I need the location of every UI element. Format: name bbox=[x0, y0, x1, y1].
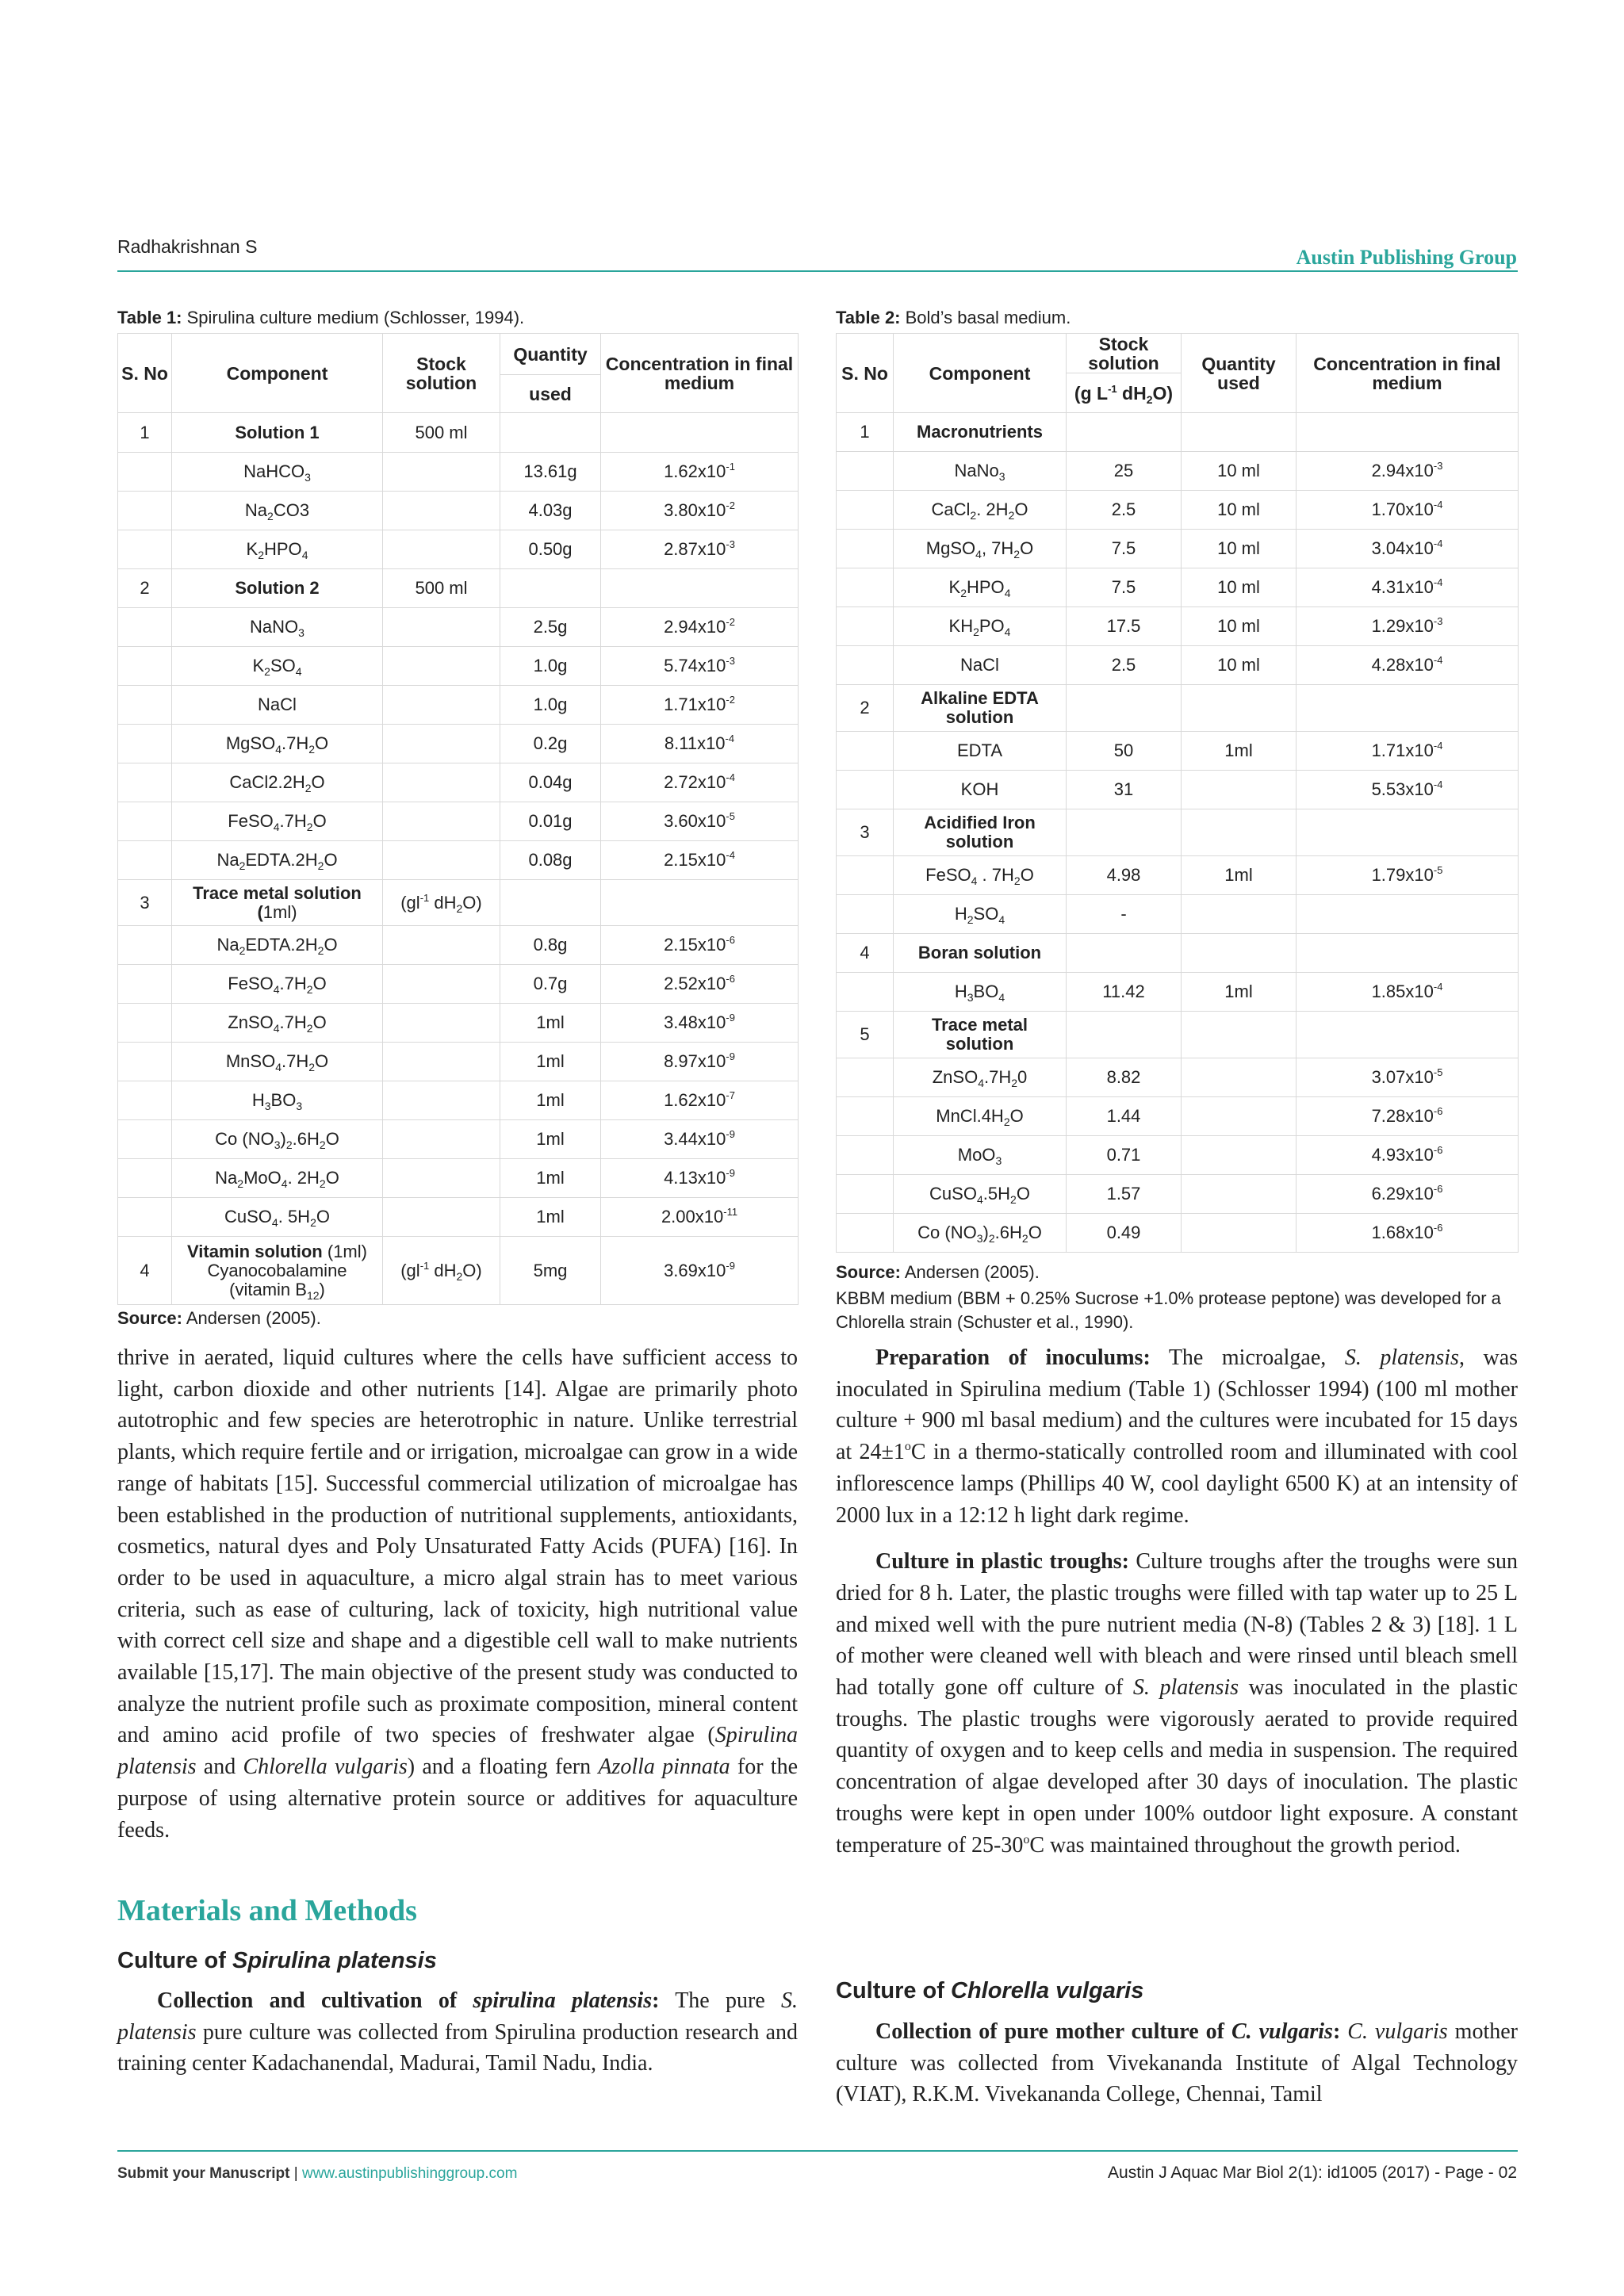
subsection-title-chlorella: Culture of Chlorella vulgaris bbox=[836, 1978, 1144, 2003]
table1 bbox=[117, 333, 799, 1305]
table2-source-label: Source: bbox=[836, 1262, 901, 1282]
table2-col-quantity: Quantity used bbox=[1182, 334, 1297, 413]
table-row: NaHCO$_3$ 13.61g $1.62x10^{-1}$ bbox=[118, 453, 799, 492]
table2-caption-label: Table 2: bbox=[836, 308, 901, 327]
left-column bbox=[117, 1342, 798, 1846]
table-row: Co $(NO_3)_2.6H_2O$ 0.49 $1.68x10^{-6}$ bbox=[837, 1214, 1519, 1253]
publisher-name: Austin Publishing Group bbox=[1296, 246, 1517, 269]
table2-col-component: Component bbox=[894, 334, 1067, 413]
table-row: $H_3BO_3$ 1ml $1.62x10^{-7}$ bbox=[118, 1081, 799, 1120]
table2-col-units: (g $L^{-1}$ $dH_2O$) bbox=[1067, 373, 1182, 413]
table1-col-conc: Concentration in final medium bbox=[601, 334, 799, 413]
table-row: $FeSO_4.7H_2O$ 0.01g $3.60x10^{-5}$ bbox=[118, 802, 799, 841]
table-row: EDTA 50 1ml $1.71x10^{-4}$ bbox=[837, 732, 1519, 771]
table-row: $Na_2MoO_4$. $2H_2O$ 1ml $4.13x10^{-9}$ bbox=[118, 1159, 799, 1198]
footer-rule bbox=[117, 2150, 1518, 2152]
table1-header-row bbox=[118, 334, 799, 375]
footer-submit: Submit your Manuscript | www.austinpublishinggroup.com bbox=[117, 2165, 518, 2182]
table-row: 3 Trace metal solution (1ml) ($gl^{-1}$ $dH_2O$) bbox=[118, 880, 799, 926]
table1-caption-text: Spirulina culture medium (Schlosser, 1994). bbox=[182, 308, 525, 327]
table2 bbox=[836, 333, 1519, 1253]
table-row: $MgSO_4.7H_2O$ 0.2g $8.11x10^{-4}$ bbox=[118, 725, 799, 763]
table1-col-quantity: Quantity bbox=[500, 334, 601, 375]
table1-col-component: Component bbox=[172, 334, 383, 413]
table2-caption bbox=[836, 308, 1071, 328]
table-row: $K_2SO_4$ 1.0g $5.74x10^{-3}$ bbox=[118, 647, 799, 686]
table2-header-row bbox=[837, 334, 1519, 373]
table1-source-label: Source: bbox=[117, 1308, 182, 1328]
table-row: $ZnSO_4.7H_20$ 8.82 $3.07x10^{-5}$ bbox=[837, 1058, 1519, 1097]
table-row: NaCl 1.0g $1.71x10^{-2}$ bbox=[118, 686, 799, 725]
table-row: 1 Macronutrients bbox=[837, 413, 1519, 452]
header-rule bbox=[117, 270, 1518, 272]
table1-col-used: used bbox=[500, 375, 601, 413]
table-row: $K_2HPO_4$ 0.50g $2.87x10^{-3}$ bbox=[118, 530, 799, 569]
table1-col-stock: Stock solution bbox=[383, 334, 500, 413]
right-column bbox=[836, 1342, 1518, 1861]
table-row: $H_2SO_4$ - bbox=[837, 895, 1519, 934]
chlorella-paragraph: Collection of pure mother culture of C. vulgaris: C. vulgaris mother culture was collected from Vivekananda Institute of Algal Technology (VIAT), R.K.M. Vivekananda College, Chennai, Tamil bbox=[836, 2019, 1518, 2107]
table-row: 2 Solution 2 500 ml bbox=[118, 569, 799, 608]
table-row: MgSO$_4$, $7H_2O$ 7.5 10 ml $3.04x10^{-4}$ bbox=[837, 530, 1519, 568]
table1-col-sno: S. No bbox=[118, 334, 172, 413]
publisher-url-link[interactable]: www.austinpublishinggroup.com bbox=[301, 2165, 518, 2182]
table2-col-conc: Concentration in final medium bbox=[1297, 334, 1519, 413]
table-row: $MnCl.4H_2O$ 1.44 $7.28x10^{-6}$ bbox=[837, 1097, 1519, 1136]
table-row: $Na_2EDTA.2H_2O$ 0.8g $2.15x10^{-6}$ bbox=[118, 926, 799, 965]
table-row: NaNO$_3$ 2.5g $2.94x10^{-2}$ bbox=[118, 608, 799, 647]
table-row: $MnSO_4.7H_2O$ 1ml $8.97x10^{-9}$ bbox=[118, 1043, 799, 1081]
running-author: Radhakrishnan S bbox=[117, 236, 258, 257]
table-row: MoO$_3$ 0.71 $4.93x10^{-6}$ bbox=[837, 1136, 1519, 1175]
table-row: 4 Boran solution bbox=[837, 934, 1519, 973]
table1-caption bbox=[117, 308, 524, 328]
submit-manuscript-label: Submit your Manuscript bbox=[117, 2165, 290, 2182]
table-row: KOH 31 $5.53x10^{-4}$ bbox=[837, 771, 1519, 809]
table-row: $ZnSO_4.7H_2O$ 1ml $3.48x10^{-9}$ bbox=[118, 1004, 799, 1043]
table-row: $CuSO_4.5H_2O$ 1.57 $6.29x10^{-6}$ bbox=[837, 1175, 1519, 1214]
table-row: 3 Acidified Iron solution bbox=[837, 809, 1519, 856]
table2-note: KBBM medium (BBM + 0.25% Sucrose +1.0% protease peptone) was developed for a Chlorella strain (Schuster et al., 1990). bbox=[836, 1288, 1501, 1332]
table2-caption-text: Bold’s basal medium. bbox=[900, 308, 1071, 327]
table-row: $CaCl2.2H_2O$ 0.04g $2.72x10^{-4}$ bbox=[118, 763, 799, 802]
table1-source-text: Andersen (2005). bbox=[182, 1308, 321, 1328]
table-row: CuSO$_4$. $5H_2O$ 1ml $2.00x10^{-11}$ bbox=[118, 1198, 799, 1237]
table2-col-stock: Stock solution bbox=[1067, 334, 1182, 373]
table-row: $K_2HPO_4$ 7.5 10 ml $4.31x10^{-4}$ bbox=[837, 568, 1519, 607]
table-row: NaCl 2.5 10 ml $4.28x10^{-4}$ bbox=[837, 646, 1519, 685]
table-row: $KH_2PO_4$ 17.5 10 ml $1.29x10^{-3}$ bbox=[837, 607, 1519, 646]
table-row: 5 Trace metal solution bbox=[837, 1012, 1519, 1058]
table-row: 4 Vitamin solution (1ml) Cyanocobalamine (vitamin $B_{12}$) ($gl^{-1}$ $dH_2O$) 5mg $3.69x10^{-9}$ bbox=[118, 1237, 799, 1305]
table-row: $H_3BO_4$ 11.42 1ml $1.85x10^{-4}$ bbox=[837, 973, 1519, 1012]
table2-col-sno: S. No bbox=[837, 334, 894, 413]
table2-source-text: Andersen (2005). bbox=[900, 1262, 1040, 1282]
table-row: $Na_2CO3$ 4.03g $3.80x10^{-2}$ bbox=[118, 492, 799, 530]
table1-caption-label: Table 1: bbox=[117, 308, 182, 327]
table1-source bbox=[117, 1308, 321, 1329]
table-row: Co $(NO_3)_2.6H_2O$ 1ml $3.44x10^{-9}$ bbox=[118, 1120, 799, 1159]
inoculum-paragraph: Preparation of inoculums: The microalgae, S. platensis, was inoculated in Spirulina medium (Table 1) (Schlosser 1994) (100 ml mother culture + 900 ml basal medium) and the cultures were incubated for 15 days at $24\pm 1^oC$ in a thermo-statically controlled room and illuminated with cool inflorescence lamps (Phillips 40 W, cool daylight 6500 K) at an intensity of 2000 lux in a 12:12 h light dark regime. bbox=[836, 1345, 1519, 1528]
collection-paragraph: Collection and cultivation of spirulina platensis: The pure S. platensis pure culture was collected from Spirulina production research and training center Kadachanendal, Madurai, Tamil Nadu, India. bbox=[117, 1988, 799, 2076]
section-title: Materials and Methods bbox=[117, 1894, 417, 1927]
table-row: 2 Alkaline EDTA solution bbox=[837, 685, 1519, 732]
subsection-title-spirulina: Culture of Spirulina platensis bbox=[117, 1948, 437, 1973]
table2-source bbox=[836, 1262, 1040, 1283]
trough-paragraph: Culture in plastic troughs: Culture troughs after the troughs were sun dried for 8 h. Later, the plastic troughs were filled with tap water up to 25 L and mixed well with the pure nutrient media (N-8) (Tables 2 & 3) [18]. 1 L of mother were cleaned well with bleach and were rinsed until bleach smell had totally gone off culture of S. platensis was inoculated in the plastic troughs. The plastic troughs were vigorously aerated to provide required quantity of oxygen and to keep cells and media in suspension. The required concentration of algae developed after 30 days of inoculation. The plastic troughs were kept in open under 100% outdoor light exposure. A constant temperature of 25-30$^o$C was maintained throughout the growth period. bbox=[836, 1549, 1519, 1858]
intro-paragraph: thrive in aerated, liquid cultures where the cells have sufficient access to light, carbon dioxide and other nutrients [14]. Algae are primarily photo autotrophic and few species are heterotrophic in nature. Unlike terrestrial plants, which require fertile and or irrigation, microalgae can grow in a wide range of habitats [15]. Successful commercial utilization of microalgae has been established in the production of nutritional supplements, antioxidants, cosmetics, natural dyes and Poly Unsaturated Fatty Acids (PUFA) [16]. In order to be used in aquaculture, a micro algal strain has to meet various criteria, such as ease of culturing, lack of toxicity, high nutritional value with correct cell size and shape and a digestible cell wall to make nutrients available [15,17]. The main objective of the present study was conducted to analyze the nutrient profile such as proximate composition, mineral content and amino acid profile of two species of freshwater algae (Spirulina platensis and Chlorella vulgaris) and a floating fern Azolla pinnata for the purpose of using alternative protein source or additives for aquaculture feeds. bbox=[117, 1345, 798, 1843]
table-row: $Na_2EDTA.2H_2O$ 0.08g $2.15x10^{-4}$ bbox=[118, 841, 799, 880]
footer-citation: Austin J Aquac Mar Biol 2(1): id1005 (2017) - Page - 02 bbox=[1108, 2164, 1517, 2182]
table-row: $FeSO_4.7H_2O$ 0.7g $2.52x10^{-6}$ bbox=[118, 965, 799, 1004]
table-row: NaNo$_3$ 25 10 ml $2.94x10^{-3}$ bbox=[837, 452, 1519, 491]
table-row: CaCl$_2$. $2H_2O$ 2.5 10 ml $1.70x10^{-4}$ bbox=[837, 491, 1519, 530]
table-row: 1 Solution 1 500 ml bbox=[118, 413, 799, 453]
table-row: FeSO$_4$ . $7H_2O$ 4.98 1ml $1.79x10^{-5}$ bbox=[837, 856, 1519, 895]
